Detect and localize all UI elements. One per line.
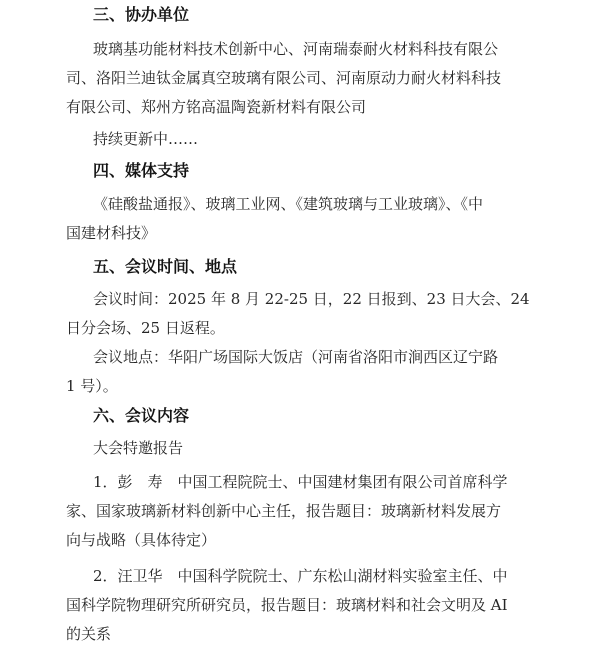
paragraph-line: 有限公司、郑州方铭高温陶瓷新材料有限公司: [66, 98, 367, 116]
paragraph-line: 持续更新中……: [93, 130, 199, 148]
paragraph-line: 会议地点：华阳广场国际大饭店（河南省洛阳市涧西区辽宁路: [93, 348, 499, 366]
paragraph-line: 1 号）。: [66, 377, 118, 395]
section-heading-time-place: 五、会议时间、地点: [93, 257, 238, 276]
paragraph-line: 会议时间：2025 年 8 月 22-25 日，22 日报到、23 日大会、24: [93, 290, 530, 308]
paragraph-line: 大会特邀报告: [93, 439, 184, 457]
paragraph-line: 1．彭 寿 中国工程院院士、中国建材集团有限公司首席科学: [93, 473, 508, 491]
paragraph-line: 司、洛阳兰迪钛金属真空玻璃有限公司、河南原动力耐火材料科技: [66, 69, 502, 87]
section-heading-media-support: 四、媒体支持: [93, 161, 190, 180]
section-heading-meeting-content: 六、会议内容: [93, 406, 190, 425]
paragraph-line: 2．汪卫华 中国科学院院士、广东松山湖材料实验室主任、中: [93, 567, 508, 585]
paragraph-line: 的关系: [66, 625, 112, 643]
section-heading-co-organizers: 三、协办单位: [93, 5, 190, 24]
paragraph-line: 国科学院物理研究所研究员，报告题目：玻璃材料和社会文明及 AI: [66, 596, 508, 614]
paragraph-line: 向与战略（具体待定）: [66, 531, 217, 549]
paragraph-line: 玻璃基功能材料技术创新中心、河南瑞泰耐火材料科技有限公: [93, 40, 499, 58]
paragraph-line: 日分会场、25 日返程。: [66, 319, 225, 337]
paragraph-line: 家、国家玻璃新材料创新中心主任，报告题目：玻璃新材料发展方: [66, 502, 502, 520]
paragraph-line: 国建材科技》: [66, 224, 157, 242]
paragraph-line: 《硅酸盐通报》、玻璃工业网、《建筑玻璃与工业玻璃》、《中: [93, 195, 484, 213]
